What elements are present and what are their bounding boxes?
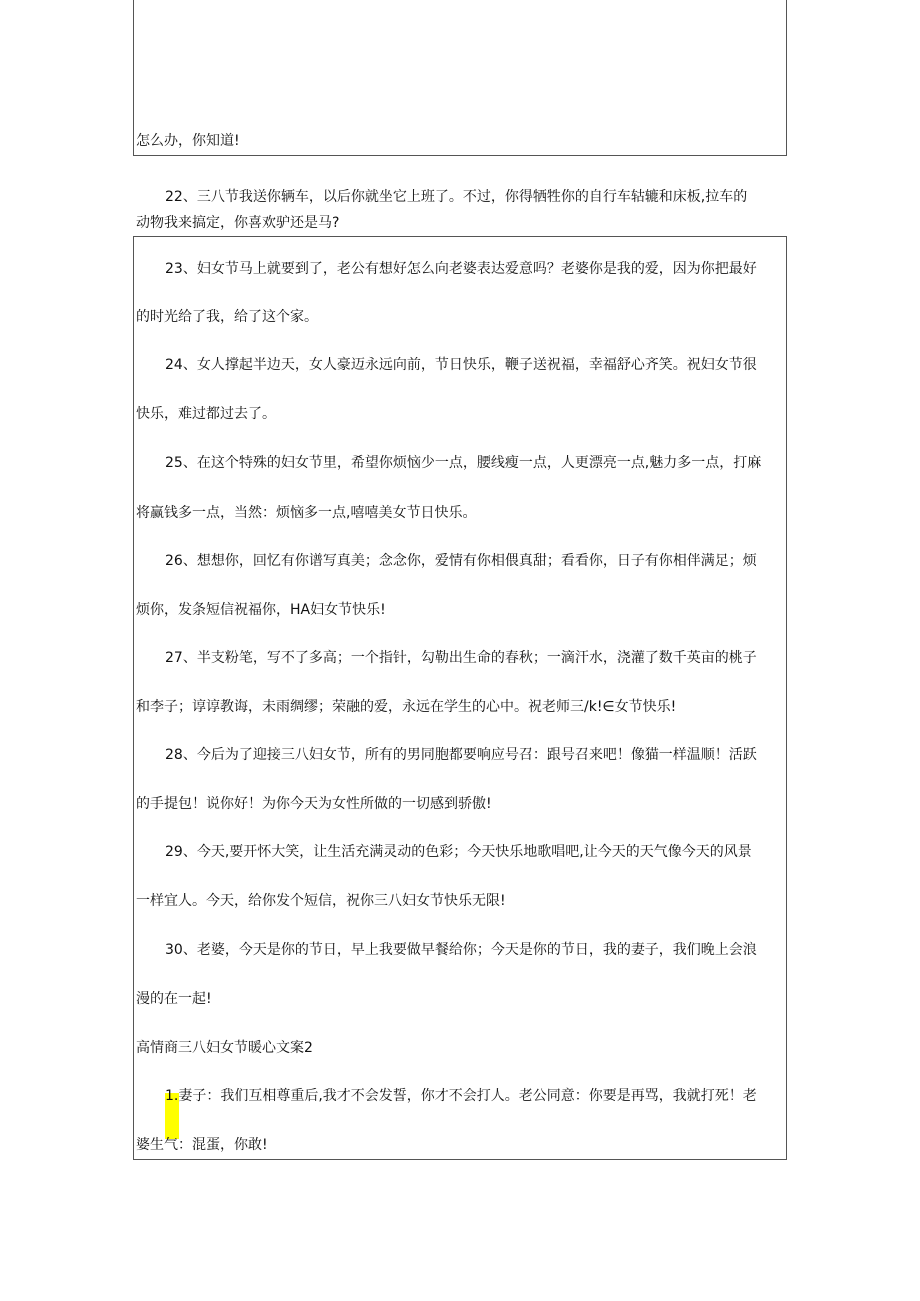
item-25-line-2: 将赢钱多一点，当然：烦恼多一点,嘻嘻美女节日快乐。 [136, 505, 477, 521]
item-25-line-1: 25、在这个特殊的妇女节里，希望你烦恼少一点，腰线瘦一点，人更漂亮一点,魅力多一点，打麻 [165, 455, 762, 471]
item-1-line-1: 1.妻子：我们互相尊重后,我才不会发誓，你才不会打人。老公同意：你要是再骂，我就打死！老 [165, 1088, 757, 1104]
item-22-line-2: 动物我来搞定，你喜欢驴还是马? [136, 215, 340, 231]
top-fragment-text: 怎么办，你知道! [136, 133, 240, 149]
item-23-line-1: 23、妇女节马上就要到了，老公有想好怎么向老婆表达爱意吗？老婆你是我的爱，因为你把最好 [165, 261, 757, 277]
item-27-line-2: 和李子；谆谆教诲，未雨绸缪；荣融的爱，永远在学生的心中。祝老师三/k!∈女节快乐! [136, 699, 677, 715]
item-24-line-1: 24、女人撑起半边天，女人豪迈永远向前，节日快乐，鞭子送祝福，幸福舒心齐笑。祝妇女节很 [165, 357, 757, 373]
item-29-line-2: 一样宜人。今天，给你发个短信，祝你三八妇女节快乐无限! [136, 893, 506, 909]
item-29-line-1: 29、今天,要开怀大笑，让生活充满灵动的色彩；今天快乐地歌唱吧,让今天的天气像今天的风景 [165, 844, 752, 860]
section-heading: 高情商三八妇女节暖心文案2 [136, 1040, 313, 1056]
item-30-line-1: 30、老婆，今天是你的节日，早上我要做早餐给你；今天是你的节日，我的妻子，我们晚上会浪 [165, 942, 757, 958]
item-26-line-1: 26、想想你，回忆有你谱写真美；念念你，爱情有你相偎真甜；看看你，日子有你相伴满足；烦 [165, 553, 757, 569]
item-27-line-1: 27、半支粉笔，写不了多高；一个指针，勾勒出生命的春秋；一滴汗水，浇灌了数千英亩的桃子 [165, 650, 757, 666]
item-1-line-2: 婆生气：混蛋，你敢! [136, 1137, 268, 1153]
item-28-line-2: 的手提包！说你好！为你今天为女性所做的一切感到骄傲! [136, 796, 492, 812]
item-24-line-2: 快乐，难过都过去了。 [136, 406, 276, 422]
item-30-line-2: 漫的在一起! [136, 991, 212, 1007]
item-28-line-1: 28、今后为了迎接三八妇女节，所有的男同胞都要响应号召：跟号召来吧！像猫一样温顺！活跃 [165, 747, 757, 763]
item-22-line-1: 22、三八节我送你辆车，以后你就坐它上班了。不过，你得牺牲你的自行车轱辘和床板,拉车的 [165, 189, 748, 205]
item-26-line-2: 烦你，发条短信祝福你，HA妇女节快乐! [136, 602, 386, 618]
item-23-line-2: 的时光给了我，给了这个家。 [136, 309, 318, 325]
